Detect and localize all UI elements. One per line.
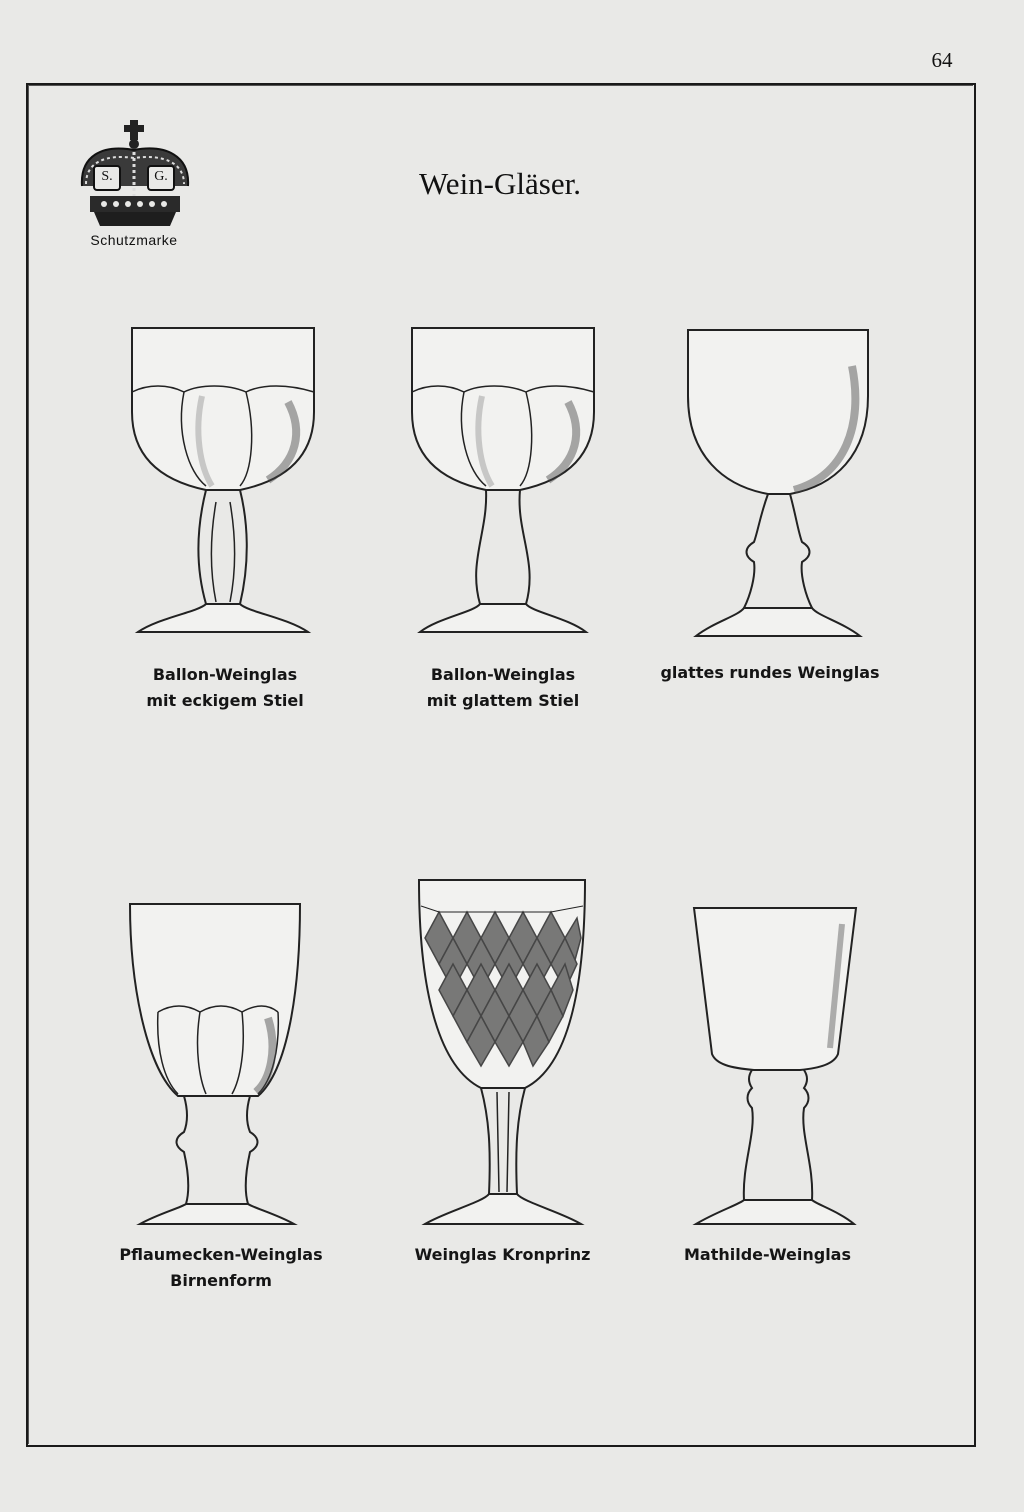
caption-ballon-smooth: [383, 662, 623, 714]
mathilde-wine-glass-icon: [690, 904, 860, 1229]
caption-line: Pflaumecken-Weinglas: [119, 1245, 323, 1264]
caption-ballon-angular: [105, 662, 345, 714]
caption-line: glattes rundes Weinglas: [660, 663, 880, 682]
trademark-letter-g: G.: [154, 169, 168, 184]
plum-corner-wine-glass-icon: [128, 900, 303, 1230]
page-title: Wein-Gläser.: [419, 166, 581, 201]
caption-line: Ballon-Weinglas: [430, 665, 576, 684]
caption-smooth-round: [645, 660, 895, 686]
caption-line: mit glattem Stiel: [426, 691, 580, 710]
caption-line: Ballon-Weinglas: [152, 665, 298, 684]
caption-mathilde: [655, 1242, 880, 1268]
ballon-wine-glass-smooth-stem-icon: [408, 322, 598, 642]
smooth-round-wine-glass-icon: [684, 326, 874, 641]
kronprinz-wine-glass-icon: [415, 878, 590, 1230]
caption-kronprinz: [385, 1242, 620, 1268]
trademark-letter-s: S.: [101, 169, 113, 184]
ballon-wine-glass-angular-stem-icon: [128, 322, 318, 642]
page-number: 64: [931, 48, 953, 72]
caption-pflaumecken: [96, 1242, 346, 1294]
caption-line: Weinglas Kronprinz: [414, 1245, 591, 1264]
caption-line: mit eckigem Stiel: [146, 691, 304, 710]
caption-line: Birnenform: [170, 1271, 272, 1290]
caption-line: Mathilde-Weinglas: [683, 1245, 851, 1264]
trademark-label: Schutzmarke: [90, 232, 178, 248]
